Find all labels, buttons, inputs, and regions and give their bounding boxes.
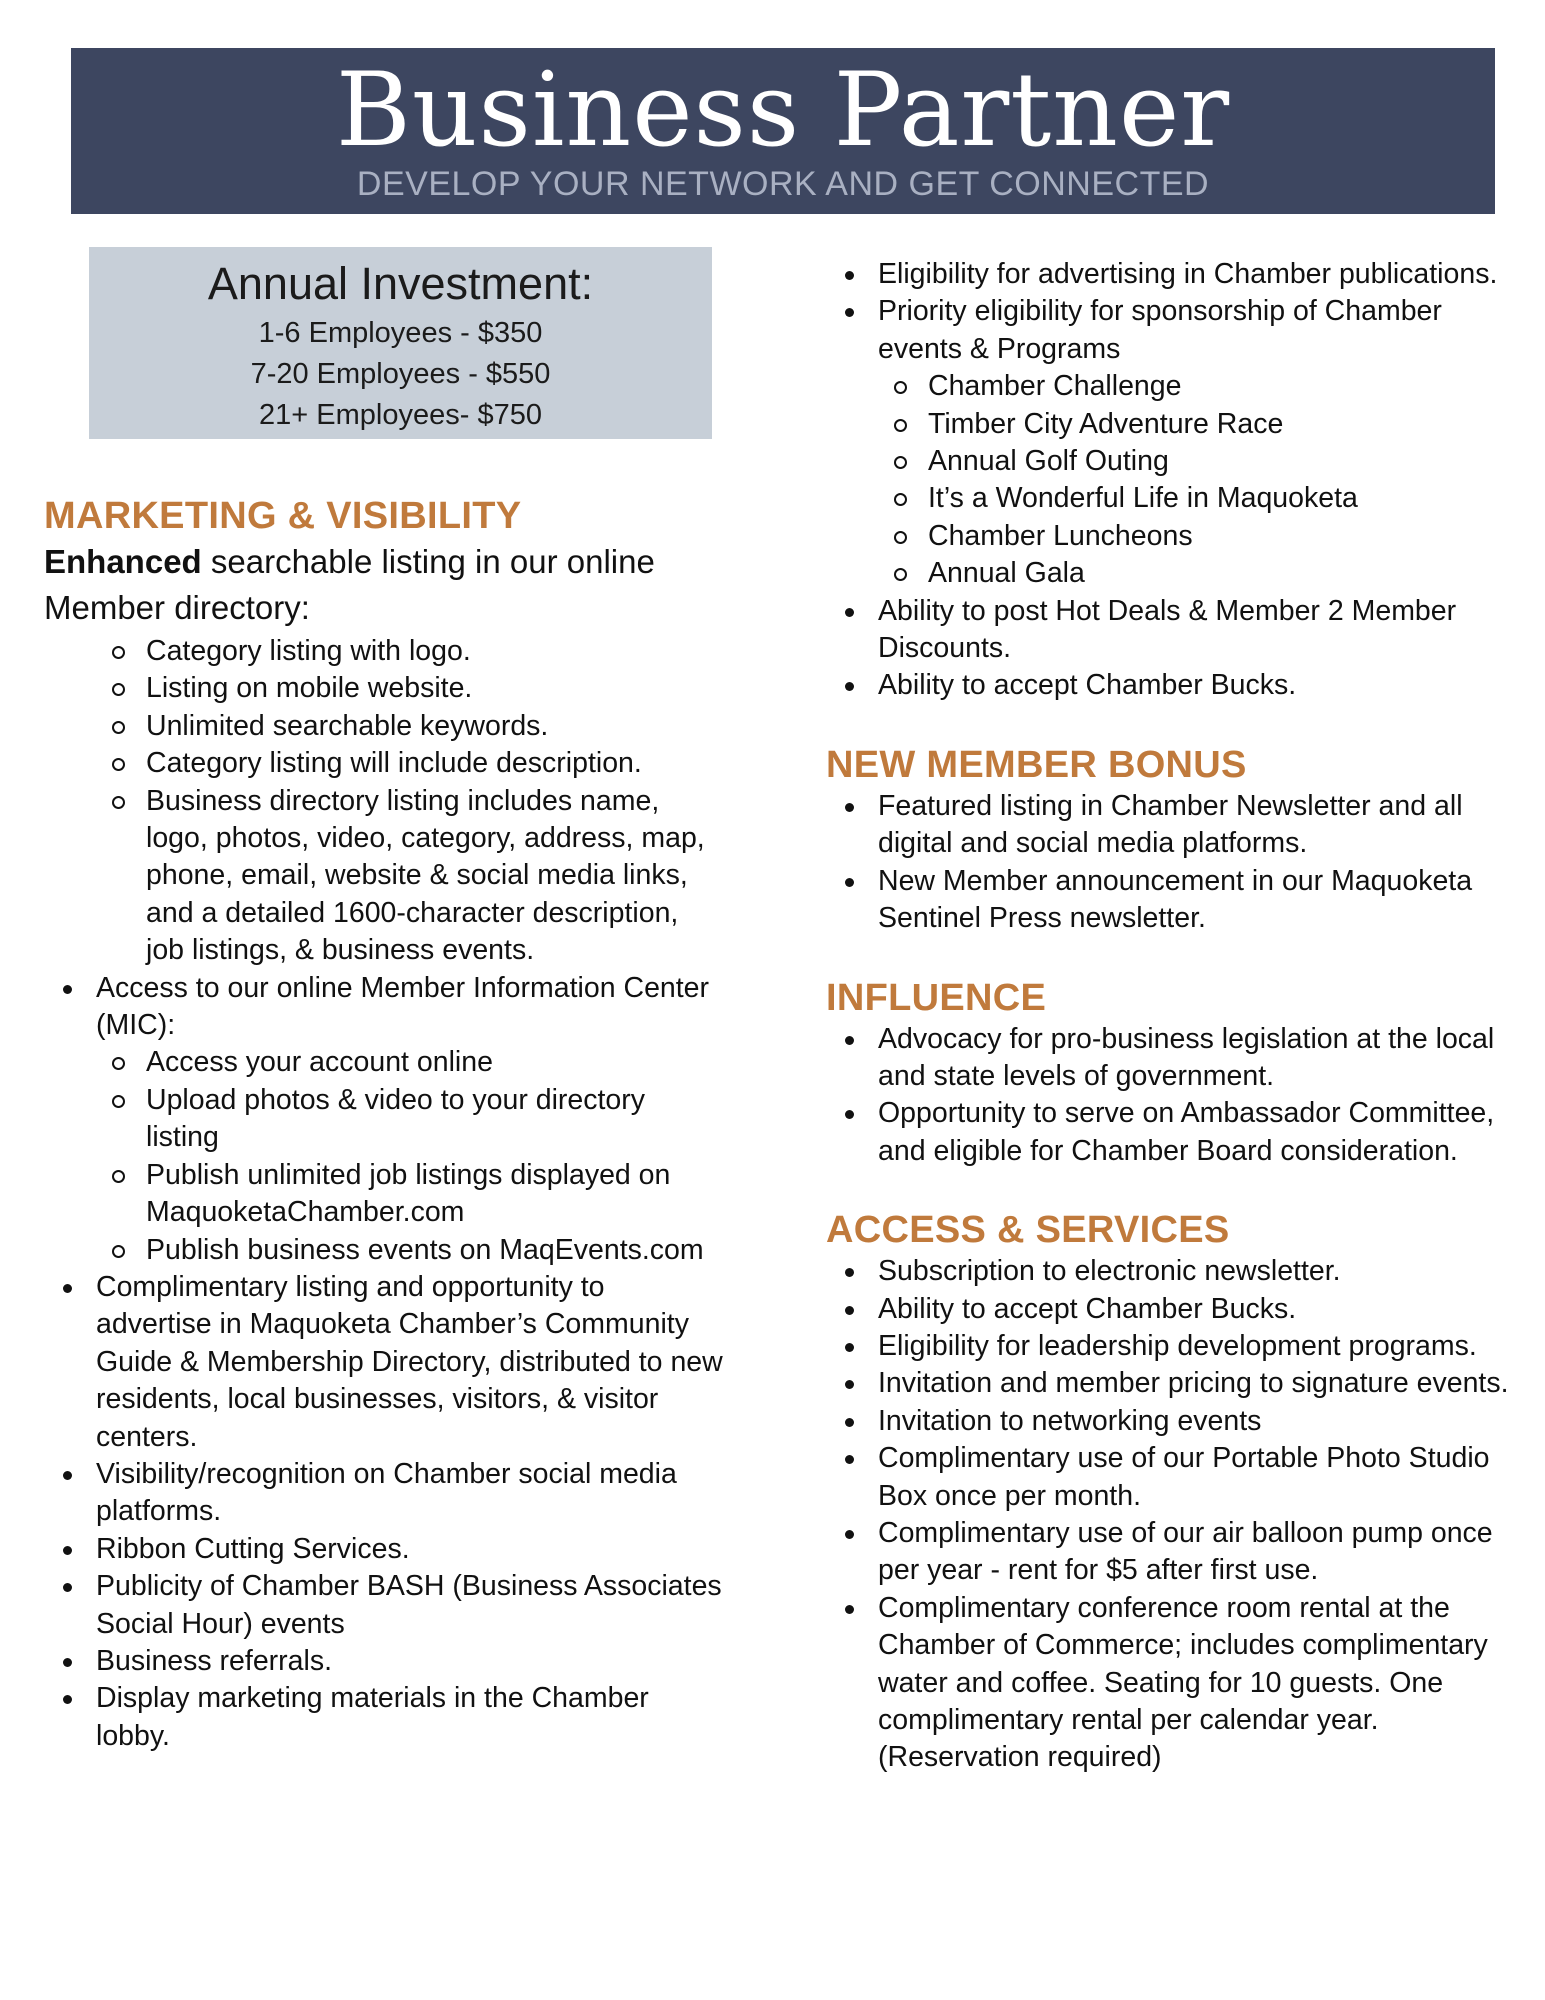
list-item: Timber City Adventure Race xyxy=(826,406,1516,443)
list-item: Visibility/recognition on Chamber social media platforms. xyxy=(44,1456,724,1531)
marketing-intro xyxy=(44,539,724,631)
page-subtitle: DEVELOP YOUR NETWORK AND GET CONNECTED xyxy=(356,165,1210,203)
influence-list xyxy=(826,1021,1516,1171)
list-item: Invitation and member pricing to signature events. xyxy=(826,1365,1516,1402)
list-item: Eligibility for advertising in Chamber publications. xyxy=(826,256,1516,293)
list-item: Ability to accept Chamber Bucks. xyxy=(826,667,1516,704)
marketing-list xyxy=(44,633,724,1755)
investment-tier: 1-6 Employees - $350 xyxy=(258,317,543,349)
intro-bold: Enhanced xyxy=(44,543,202,580)
benefits-list xyxy=(826,256,1516,705)
list-item: Subscription to electronic newsletter. xyxy=(826,1253,1516,1290)
annual-investment-box xyxy=(89,247,712,439)
list-item: It’s a Wonderful Life in Maquoketa xyxy=(826,480,1516,517)
list-item: Publicity of Chamber BASH (Business Associates Social Hour) events xyxy=(44,1568,724,1643)
intro-text: searchable listing in our online Member directory: xyxy=(44,543,655,626)
list-item: Eligibility for leadership development programs. xyxy=(826,1328,1516,1365)
list-item: Upload photos & video to your directory listing xyxy=(44,1082,724,1157)
list-item: Ability to post Hot Deals & Member 2 Member Discounts. xyxy=(826,593,1516,668)
left-column xyxy=(44,493,724,1755)
section-heading-influence: INFLUENCE xyxy=(826,976,1047,1019)
list-item: Category listing will include description. xyxy=(44,745,724,782)
list-item: Featured listing in Chamber Newsletter and all digital and social media platforms. xyxy=(826,788,1516,863)
list-item: Chamber Challenge xyxy=(826,368,1516,405)
list-item: Listing on mobile website. xyxy=(44,670,724,707)
investment-tier: 7-20 Employees - $550 xyxy=(250,358,551,390)
access-list xyxy=(826,1253,1516,1777)
investment-title: Annual Investment: xyxy=(207,258,594,309)
investment-tier: 21+ Employees- $750 xyxy=(259,399,542,431)
page-title: Business Partner xyxy=(335,51,1231,170)
list-item: Complimentary use of our Portable Photo Studio Box once per month. xyxy=(826,1440,1516,1515)
section-heading-marketing: MARKETING & VISIBILITY xyxy=(44,495,522,537)
list-item: Priority eligibility for sponsorship of Chamber events & Programs xyxy=(826,293,1516,368)
list-item: Display marketing materials in the Chamber lobby. xyxy=(44,1680,724,1755)
list-item: Advocacy for pro-business legislation at the local and state levels of government. xyxy=(826,1021,1516,1096)
list-item: Annual Golf Outing xyxy=(826,443,1516,480)
list-item: Publish unlimited job listings displayed on MaquoketaChamber.com xyxy=(44,1157,724,1232)
list-item: Complimentary listing and opportunity to advertise in Maquoketa Chamber’s Community Guide & Membership Directory, distributed to new residents, local businesses, visitors, & visitor centers. xyxy=(44,1269,724,1456)
list-item: Business referrals. xyxy=(44,1643,724,1680)
header-banner xyxy=(71,48,1495,214)
list-item: Complimentary use of our air balloon pump once per year - rent for $5 after first use. xyxy=(826,1515,1516,1590)
list-item: Unlimited searchable keywords. xyxy=(44,708,724,745)
list-item: Invitation to networking events xyxy=(826,1403,1516,1440)
new-member-list xyxy=(826,788,1516,938)
list-item: Complimentary conference room rental at the Chamber of Commerce; includes complimentary water and coffee. Seating for 10 guests. One complimentary rental per calendar year. (Reservation required) xyxy=(826,1590,1516,1777)
list-item: Access your account online xyxy=(44,1044,724,1081)
list-item: Business directory listing includes name, logo, photos, video, category, address, map, phone, email, website & social media links, and a detailed 1600-character description, job listings, & business events. xyxy=(44,783,724,970)
right-column xyxy=(826,256,1516,1777)
list-item: Access to our online Member Information Center (MIC): xyxy=(44,970,724,1045)
list-item: Annual Gala xyxy=(826,555,1516,592)
list-item: Publish business events on MaqEvents.com xyxy=(44,1232,724,1269)
list-item: Opportunity to serve on Ambassador Committee, and eligible for Chamber Board consideration. xyxy=(826,1095,1516,1170)
list-item: Ability to accept Chamber Bucks. xyxy=(826,1291,1516,1328)
section-heading-access: ACCESS & SERVICES xyxy=(826,1209,1230,1252)
list-item: Category listing with logo. xyxy=(44,633,724,670)
list-item: New Member announcement in our Maquoketa Sentinel Press newsletter. xyxy=(826,863,1516,938)
section-heading-new-member: NEW MEMBER BONUS xyxy=(826,743,1247,786)
list-item: Chamber Luncheons xyxy=(826,518,1516,555)
list-item: Ribbon Cutting Services. xyxy=(44,1531,724,1568)
